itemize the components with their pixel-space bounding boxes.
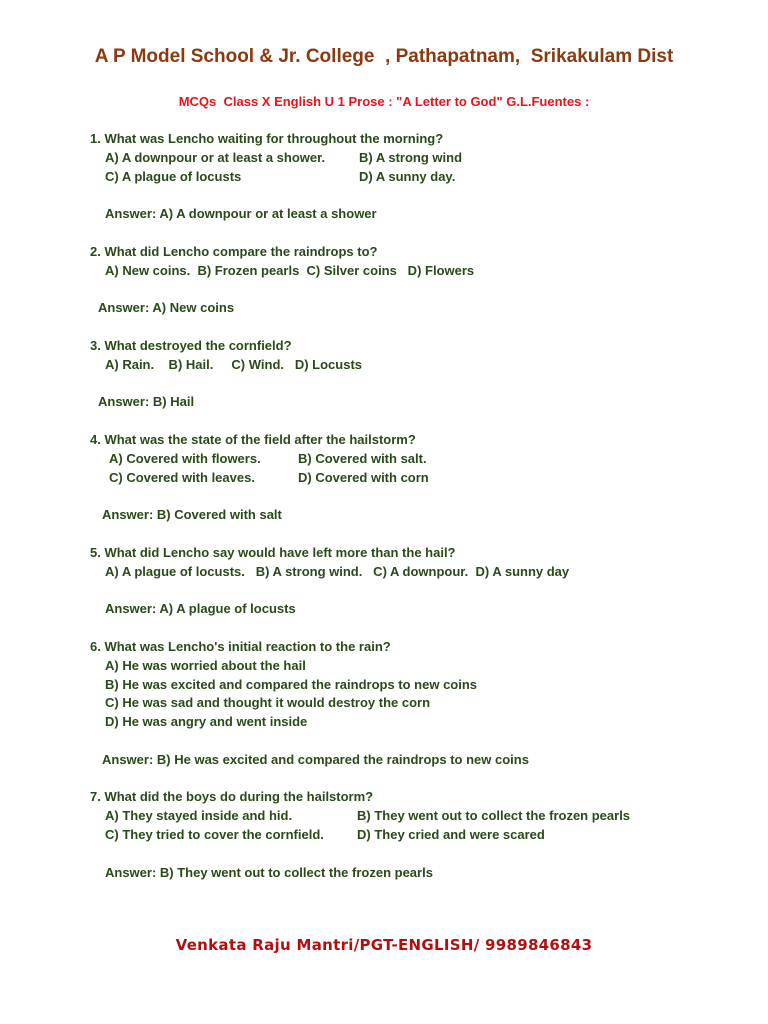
question-2-answer: Answer: A) New coins [98,300,235,315]
question-1-answer: Answer: A) A downpour or at least a shower [105,206,377,221]
question-4-option-a: A) Covered with flowers. [109,451,261,466]
question-7-option-c: C) They tried to cover the cornfield. [105,827,324,842]
question-6-text: 6. What was Lencho's initial reaction to the rain? [90,639,391,654]
question-6-option-d: D) He was angry and went inside [105,714,308,729]
question-1-option-c: C) A plague of locusts [105,169,242,184]
question-7-text: 7. What did the boys do during the hailstorm? [90,789,374,804]
question-5-answer: Answer: A) A plague of locusts [105,601,296,616]
question-7-option-d: D) They cried and were scared [357,827,545,842]
question-7-option-a: A) They stayed inside and hid. [105,808,293,823]
question-6-option-c: C) He was sad and thought it would destroy the corn [105,695,431,710]
question-7-answer: Answer: B) They went out to collect the frozen pearls [105,865,433,880]
question-3-options: A) Rain. B) Hail. C) Wind. D) Locusts [105,357,362,372]
question-6-option-a: A) He was worried about the hail [105,658,306,673]
question-1-option-a: A) A downpour or at least a shower. [105,150,326,165]
question-5-options: A) A plague of locusts. B) A strong wind. C) A downpour. D) A sunny day [105,564,570,579]
question-3-answer: Answer: B) Hail [98,394,195,409]
question-4-text: 4. What was the state of the field after the hailstorm? [90,432,416,447]
question-1-option-d: D) A sunny day. [359,169,456,184]
question-4-option-d: D) Covered with corn [298,470,429,485]
question-2-text: 2. What did Lencho compare the raindrops to? [90,244,378,259]
page-title: A P Model School & Jr. College , Pathapatnam, Srikakulam Dist [94,46,674,67]
question-4-option-b: B) Covered with salt. [298,451,427,466]
question-7-option-b: B) They went out to collect the frozen pearls [357,808,631,823]
question-5-text: 5. What did Lencho say would have left more than the hail? [90,545,456,560]
question-1-option-b: B) A strong wind [359,150,463,165]
question-1-text: 1. What was Lencho waiting for throughout the morning? [90,131,444,146]
question-4-answer: Answer: B) Covered with salt [102,507,282,522]
author-footer: Venkata Raju Mantri/PGT-ENGLISH/ 9989846843 [175,936,593,954]
question-6-option-b: B) He was excited and compared the raindrops to new coins [105,677,478,692]
question-4-option-c: C) Covered with leaves. [109,470,255,485]
worksheet-subtitle: MCQs Class X English U 1 Prose : "A Letter to God" G.L.Fuentes : [178,94,590,109]
question-3-text: 3. What destroyed the cornfield? [90,338,292,353]
question-6-answer: Answer: B) He was excited and compared the raindrops to new coins [102,752,529,767]
question-2-options: A) New coins. B) Frozen pearls C) Silver coins D) Flowers [105,263,475,278]
